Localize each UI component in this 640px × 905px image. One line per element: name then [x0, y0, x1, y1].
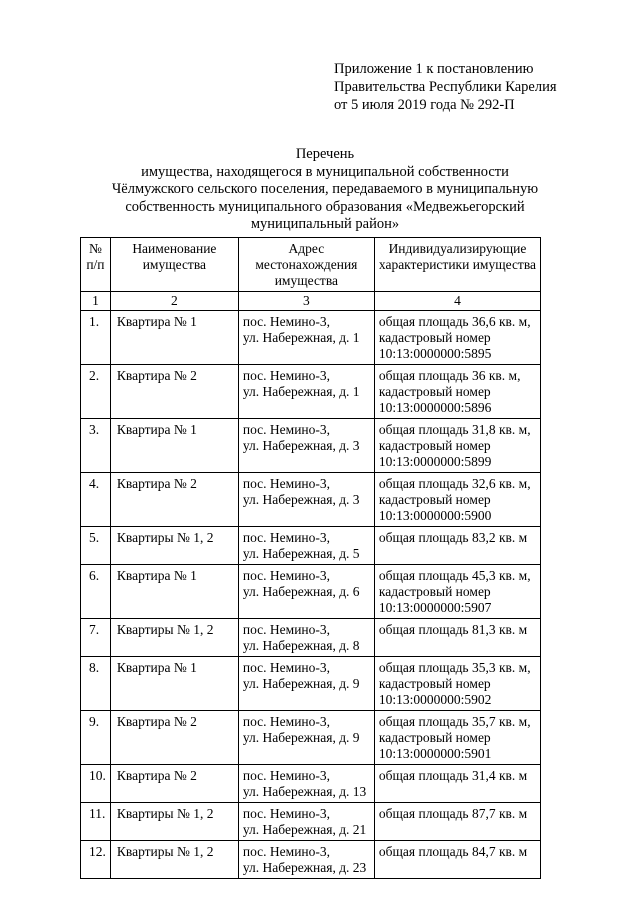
table-row: [81, 565, 541, 619]
property-name: Квартиры № 1, 2: [110, 803, 238, 841]
title-line: Чёлмужского сельского поселения, передаваемого в муниципальную: [111, 181, 539, 197]
column-number: 4: [374, 292, 540, 311]
characteristics-line: кадастровый номер: [378, 330, 491, 345]
row-number: 8.: [81, 657, 111, 711]
table-row: [81, 473, 541, 527]
characteristics-line: 10:13:0000000:5907: [378, 600, 492, 615]
address-line: ул. Набережная, д. 13: [242, 784, 367, 799]
property-characteristics: [374, 619, 540, 657]
appendix-line: от 5 июля 2019 года № 292-П: [334, 97, 515, 113]
address-line: пос. Немино-3,: [242, 368, 331, 383]
address-line: ул. Набережная, д. 9: [242, 676, 360, 691]
address-line: пос. Немино-3,: [242, 314, 331, 329]
characteristics-line: общая площадь 31,8 кв. м,: [378, 422, 531, 437]
characteristics-line: 10:13:0000000:5900: [378, 508, 492, 523]
address-line: пос. Немино-3,: [242, 844, 331, 859]
characteristics-line: общая площадь 36,6 кв. м,: [378, 314, 531, 329]
characteristics-line: кадастровый номер: [378, 492, 491, 507]
characteristics-line: общая площадь 31,4 кв. м: [378, 768, 528, 783]
property-characteristics: [374, 473, 540, 527]
property-characteristics: [374, 565, 540, 619]
table-header-row: [81, 238, 541, 292]
table-row: [81, 657, 541, 711]
row-number: 1.: [81, 311, 111, 365]
title-heading: Перечень: [295, 146, 355, 162]
column-number-row: [81, 292, 541, 311]
property-characteristics: [374, 841, 540, 879]
header-number: [81, 238, 111, 292]
property-address: [238, 527, 374, 565]
row-number: 4.: [81, 473, 111, 527]
address-line: ул. Набережная, д. 5: [242, 546, 360, 561]
address-line: пос. Немино-3,: [242, 476, 331, 491]
appendix-caption: [334, 60, 557, 114]
table-row: [81, 841, 541, 879]
characteristics-line: 10:13:0000000:5901: [378, 746, 492, 761]
header-text: имущества: [142, 257, 207, 272]
property-table: [80, 237, 541, 879]
header-text: характеристики имущества: [378, 257, 537, 272]
address-line: ул. Набережная, д. 1: [242, 384, 360, 399]
address-line: пос. Немино-3,: [242, 422, 331, 437]
table-row: [81, 365, 541, 419]
characteristics-line: 10:13:0000000:5899: [378, 454, 492, 469]
characteristics-line: кадастровый номер: [378, 730, 491, 745]
property-name: Квартиры № 1, 2: [110, 841, 238, 879]
property-characteristics: [374, 803, 540, 841]
address-line: пос. Немино-3,: [242, 622, 331, 637]
characteristics-line: 10:13:0000000:5902: [378, 692, 492, 707]
column-number: 2: [110, 292, 238, 311]
header-text: №: [88, 241, 102, 256]
property-characteristics: [374, 711, 540, 765]
address-line: пос. Немино-3,: [242, 768, 331, 783]
characteristics-line: общая площадь 84,7 кв. м: [378, 844, 528, 859]
title-line: собственность муниципального образования «Медвежьегорский: [125, 198, 525, 215]
column-number: 1: [81, 292, 111, 311]
table-row: [81, 765, 541, 803]
property-characteristics: [374, 365, 540, 419]
address-line: ул. Набережная, д. 8: [242, 638, 360, 653]
address-line: ул. Набережная, д. 6: [242, 584, 360, 599]
row-number: 7.: [81, 619, 111, 657]
header-characteristics: [374, 238, 540, 292]
property-address: [238, 311, 374, 365]
table-row: [81, 619, 541, 657]
property-characteristics: [374, 419, 540, 473]
property-name: Квартиры № 1, 2: [110, 527, 238, 565]
column-number: 3: [238, 292, 374, 311]
characteristics-line: общая площадь 36 кв. м,: [378, 368, 521, 383]
property-address: [238, 841, 374, 879]
address-line: пос. Немино-3,: [242, 714, 331, 729]
address-line: ул. Набережная, д. 21: [242, 822, 367, 837]
header-text: Адрес: [288, 241, 325, 256]
row-number: 10.: [81, 765, 111, 803]
characteristics-line: 10:13:0000000:5895: [378, 346, 492, 361]
property-address: [238, 619, 374, 657]
characteristics-line: кадастровый номер: [378, 438, 491, 453]
characteristics-line: общая площадь 35,7 кв. м,: [378, 714, 531, 729]
address-line: пос. Немино-3,: [242, 530, 331, 545]
property-name: Квартиры № 1, 2: [110, 619, 238, 657]
property-characteristics: [374, 311, 540, 365]
characteristics-line: кадастровый номер: [378, 676, 491, 691]
appendix-line: Правительства Республики Карелия: [334, 79, 557, 95]
address-line: ул. Набережная, д. 3: [242, 492, 360, 507]
property-name: Квартира № 1: [110, 657, 238, 711]
table-row: [81, 527, 541, 565]
property-address: [238, 765, 374, 803]
property-name: Квартира № 1: [110, 565, 238, 619]
document-title: [95, 146, 555, 234]
characteristics-line: общая площадь 35,3 кв. м,: [378, 660, 531, 675]
characteristics-line: общая площадь 32,6 кв. м,: [378, 476, 531, 491]
header-text: Наименование: [132, 241, 217, 256]
title-line: имущества, находящегося в муниципальной собственности: [141, 163, 509, 180]
title-line: муниципальный район»: [250, 216, 400, 232]
table-row: [81, 419, 541, 473]
header-name: [110, 238, 238, 292]
row-number: 5.: [81, 527, 111, 565]
row-number: 6.: [81, 565, 111, 619]
property-name: Квартира № 2: [110, 765, 238, 803]
address-line: пос. Немино-3,: [242, 568, 331, 583]
property-characteristics: [374, 527, 540, 565]
property-address: [238, 365, 374, 419]
address-line: ул. Набережная, д. 1: [242, 330, 360, 345]
header-text: местонахождения: [255, 257, 358, 272]
header-text: п/п: [86, 257, 105, 272]
characteristics-line: общая площадь 81,3 кв. м: [378, 622, 528, 637]
characteristics-line: общая площадь 87,7 кв. м: [378, 806, 528, 821]
property-address: [238, 419, 374, 473]
property-address: [238, 711, 374, 765]
row-number: 3.: [81, 419, 111, 473]
characteristics-line: общая площадь 83,2 кв. м: [378, 530, 528, 545]
characteristics-line: кадастровый номер: [378, 584, 491, 599]
property-name: Квартира № 1: [110, 311, 238, 365]
property-name: Квартира № 2: [110, 711, 238, 765]
property-address: [238, 803, 374, 841]
property-characteristics: [374, 657, 540, 711]
table-row: [81, 803, 541, 841]
property-name: Квартира № 1: [110, 419, 238, 473]
address-line: пос. Немино-3,: [242, 660, 331, 675]
property-name: Квартира № 2: [110, 365, 238, 419]
table-row: [81, 311, 541, 365]
header-address: [238, 238, 374, 292]
header-text: Индивидуализирующие: [388, 241, 527, 256]
row-number: 9.: [81, 711, 111, 765]
row-number: 2.: [81, 365, 111, 419]
property-name: Квартира № 2: [110, 473, 238, 527]
appendix-line: Приложение 1 к постановлению: [334, 61, 534, 77]
property-characteristics: [374, 765, 540, 803]
property-table-body: [81, 238, 541, 879]
property-address: [238, 473, 374, 527]
row-number: 11.: [81, 803, 111, 841]
table-row: [81, 711, 541, 765]
address-line: ул. Набережная, д. 23: [242, 860, 367, 875]
address-line: ул. Набережная, д. 9: [242, 730, 360, 745]
row-number: 12.: [81, 841, 111, 879]
property-address: [238, 657, 374, 711]
header-text: имущества: [274, 273, 339, 288]
address-line: ул. Набережная, д. 3: [242, 438, 360, 453]
address-line: пос. Немино-3,: [242, 806, 331, 821]
characteristics-line: кадастровый номер: [378, 384, 491, 399]
property-address: [238, 565, 374, 619]
characteristics-line: общая площадь 45,3 кв. м,: [378, 568, 531, 583]
characteristics-line: 10:13:0000000:5896: [378, 400, 492, 415]
